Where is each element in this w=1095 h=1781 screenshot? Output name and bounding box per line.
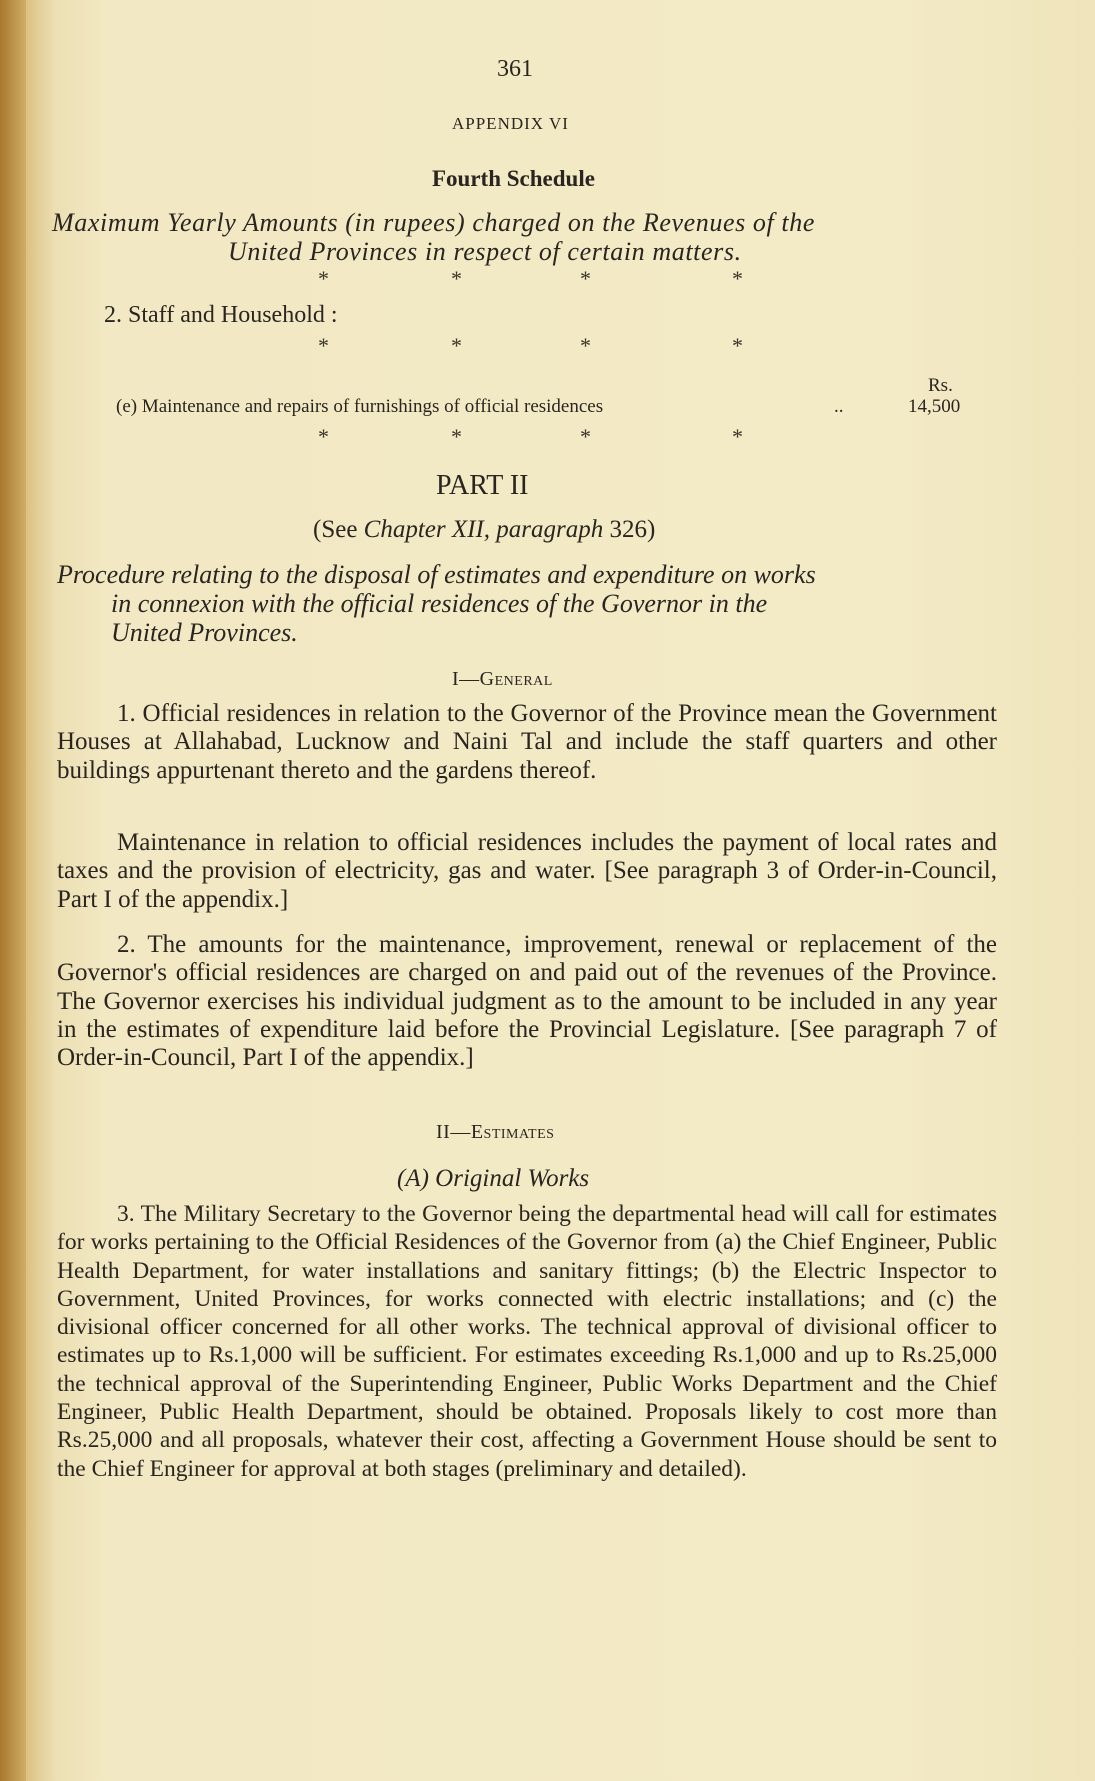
section-heading-estimates: II—Estimates xyxy=(436,1121,555,1143)
paragraph-2: 2. The amounts for the maintenance, improvement, renewal or replacement of the Governor's official residences are charged on and paid out of the revenues of the Province. The Governor exercises his individual judgment as to the amount to be included in any year in the estimates of expenditure laid before the Provincial Legislature. [See paragraph 7 of Order-in-Council, Part I of the appendix.] xyxy=(57,931,997,1072)
ellipsis-star: * xyxy=(318,333,329,358)
paragraph-1: 1. Official residences in relation to the Governor of the Province mean the Government Houses at Allahabad, Lucknow and Naini Tal and include the staff quarters and other buildings appurtenant thereto and the gardens thereof. xyxy=(57,700,997,784)
ellipsis-star: * xyxy=(580,266,591,291)
staff-household-heading: 2. Staff and Household : xyxy=(104,302,338,328)
procedure-heading: Procedure relating to the disposal of estimates and expenditure on works in connexion with the official residences of the Governor in the United Provinces. xyxy=(57,560,816,647)
leader-dots: .. xyxy=(834,396,844,417)
maintenance-item: (e) Maintenance and repairs of furnishings of official residences xyxy=(116,396,604,417)
paragraph-maintenance: Maintenance in relation to official residences includes the payment of local rates and taxes and the provision of electricity, gas and water. [See paragraph 3 of Order-in-Council, Part I of the appendix.] xyxy=(57,829,997,913)
book-spine-shadow xyxy=(0,0,26,1781)
maintenance-amount: 14,500 xyxy=(908,396,961,417)
part-title: PART II xyxy=(436,470,529,501)
ellipsis-star: * xyxy=(732,424,743,449)
page-number: 361 xyxy=(497,56,533,82)
ellipsis-star: * xyxy=(451,424,462,449)
ellipsis-star: * xyxy=(580,333,591,358)
chapter-reference: (See Chapter XII, paragraph 326) xyxy=(313,516,656,543)
ellipsis-star: * xyxy=(732,333,743,358)
rupees-column-header: Rs. xyxy=(928,375,953,396)
schedule-title: Fourth Schedule xyxy=(432,166,595,191)
appendix-heading: APPENDIX VI xyxy=(452,114,569,133)
subsection-original-works: (A) Original Works xyxy=(397,1165,590,1192)
schedule-subtitle-line-2: United Provinces in respect of certain matters. xyxy=(228,237,742,266)
ellipsis-star: * xyxy=(732,266,743,291)
ellipsis-star: * xyxy=(318,424,329,449)
ellipsis-star: * xyxy=(451,333,462,358)
ellipsis-star: * xyxy=(451,266,462,291)
ellipsis-star: * xyxy=(318,266,329,291)
paragraph-3: 3. The Military Secretary to the Governor being the departmental head will call for estimates for works pertaining to the Official Residences of the Governor from (a) the Chief Engineer, Public Health Department, for water installations and sanitary fittings; (b) the Electric Inspector to Government, United Provinces, for works connected with electric installations; and (c) the divisional officer concerned for all other works. The technical approval of divisional officer to estimates up to Rs.1,000 will be sufficient. For estimates exceeding Rs.1,000 and up to Rs.25,000 the technical approval of the Superintending Engineer, Public Works Department and the Chief Engineer, Public Health Department, should be obtained. Proposals likely to cost more than Rs.25,000 and all proposals, whatever their cost, affecting a Government House should be sent to the Chief Engineer for approval at both stages (preliminary and detailed). xyxy=(57,1201,997,1482)
section-heading-general: I—General xyxy=(452,668,553,690)
schedule-subtitle-line-1: Maximum Yearly Amounts (in rupees) charged on the Revenues of the xyxy=(52,208,816,237)
ellipsis-star: * xyxy=(580,424,591,449)
